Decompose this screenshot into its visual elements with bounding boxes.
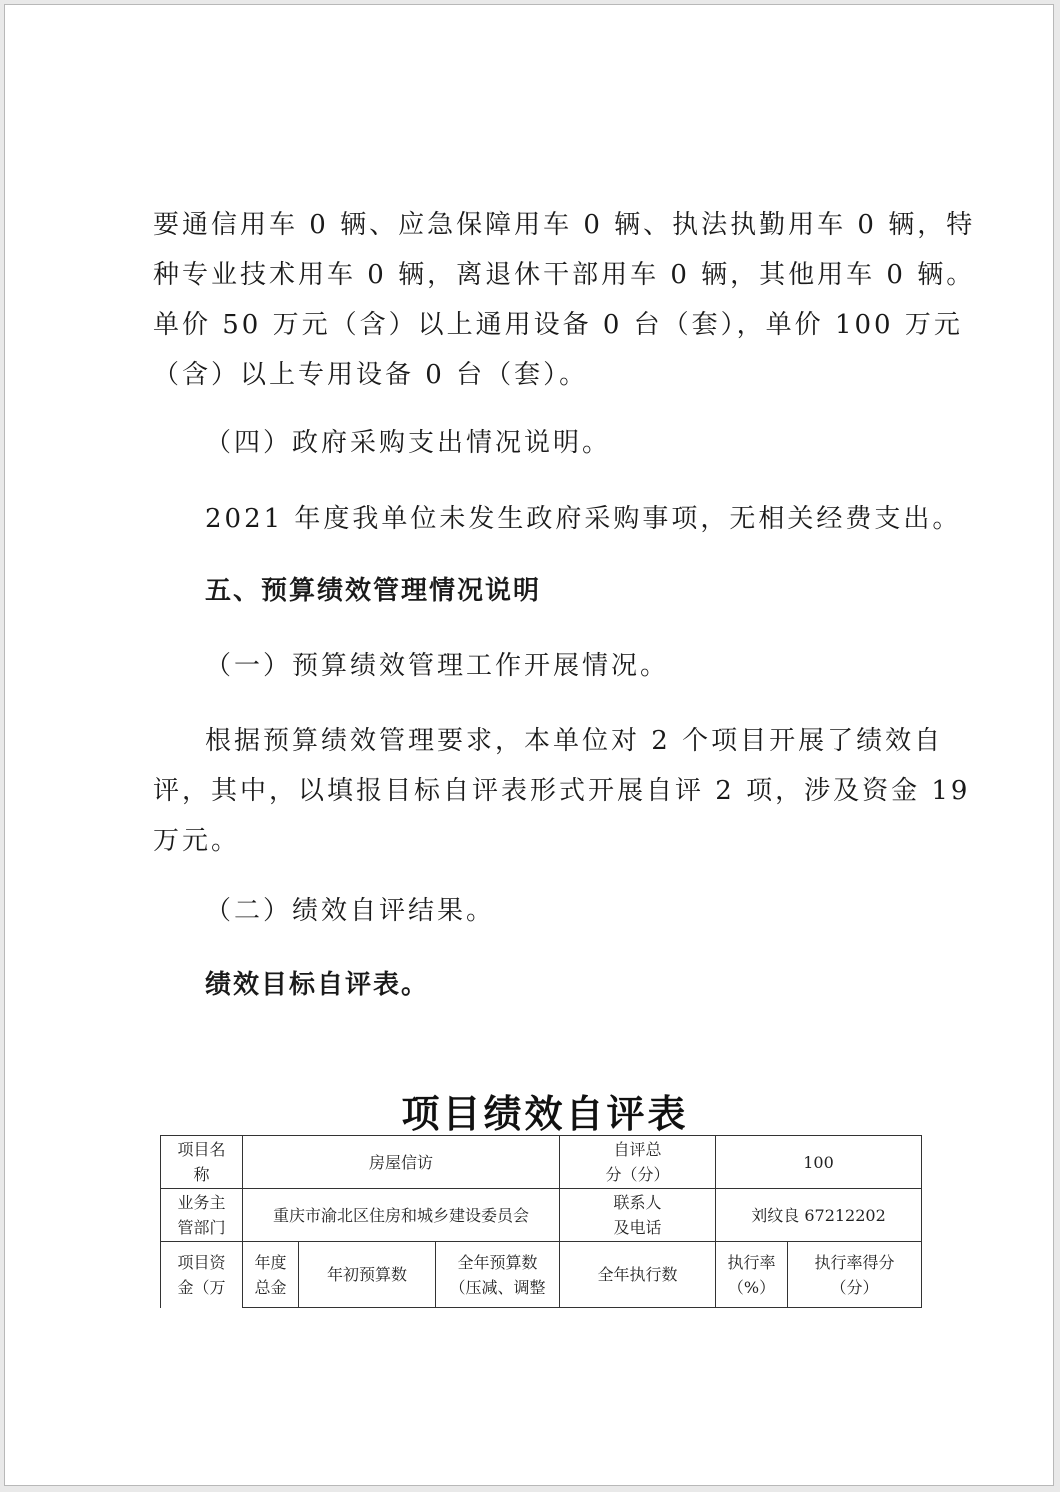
- text-line: 单价 50 万元（含）以上通用设备 0 台（套），单价 100 万元: [153, 310, 963, 340]
- text-line: 万元。: [153, 826, 241, 856]
- project-evaluation-table: [160, 1135, 922, 1308]
- subsection-one-heading: （一）预算绩效管理工作开展情况。: [205, 651, 670, 681]
- section-five-heading: 五、预算绩效管理情况说明: [205, 576, 542, 606]
- full-year-execution-header: 全年执行数: [560, 1242, 716, 1308]
- table-row: [161, 1136, 922, 1189]
- department-value: 重庆市渝北区住房和城乡建设委员会: [243, 1189, 560, 1242]
- text-line: 要通信用车 0 辆、应急保障用车 0 辆、执法执勤用车 0 辆，特: [153, 210, 976, 240]
- table-title: 项目绩效自评表: [401, 1091, 689, 1136]
- project-funds-label: 项目资 金（万: [161, 1242, 243, 1308]
- text-line: （含）以上专用设备 0 台（套）。: [153, 360, 589, 390]
- text-line: 种专业技术用车 0 辆，离退休干部用车 0 辆，其他用车 0 辆。: [153, 260, 976, 290]
- execution-score-header: 执行率得分 （分）: [788, 1242, 922, 1308]
- annual-total-label: 年度 总金: [243, 1242, 299, 1308]
- document-page: [4, 4, 1054, 1486]
- text-line: 根据预算绩效管理要求，本单位对 2 个项目开展了绩效自: [205, 726, 944, 756]
- project-name-label: 项目名 称: [161, 1136, 243, 1189]
- performance-paragraph: [153, 716, 971, 866]
- execution-rate-header: 执行率 （%）: [716, 1242, 788, 1308]
- table-row: [161, 1242, 922, 1308]
- project-name-value: 房屋信访: [243, 1136, 560, 1189]
- full-year-budget-header: 全年预算数 （压减、调整: [436, 1242, 560, 1308]
- subsection-two-heading: （二）绩效自评结果。: [205, 896, 496, 926]
- procurement-heading: （四）政府采购支出情况说明。: [205, 428, 612, 458]
- self-score-value: 100: [716, 1136, 922, 1189]
- table-row: [161, 1189, 922, 1242]
- procurement-paragraph: 2021 年度我单位未发生政府采购事项，无相关经费支出。: [205, 504, 962, 534]
- contact-value: 刘纹良 67212202: [716, 1189, 922, 1242]
- department-label: 业务主 管部门: [161, 1189, 243, 1242]
- self-score-label: 自评总 分（分）: [560, 1136, 716, 1189]
- table-caption: 绩效目标自评表。: [205, 970, 430, 1000]
- vehicle-equipment-paragraph: [153, 200, 976, 400]
- text-line: 评，其中，以填报目标自评表形式开展自评 2 项，涉及资金 19: [153, 776, 971, 806]
- contact-label: 联系人 及电话: [560, 1189, 716, 1242]
- initial-budget-header: 年初预算数: [299, 1242, 436, 1308]
